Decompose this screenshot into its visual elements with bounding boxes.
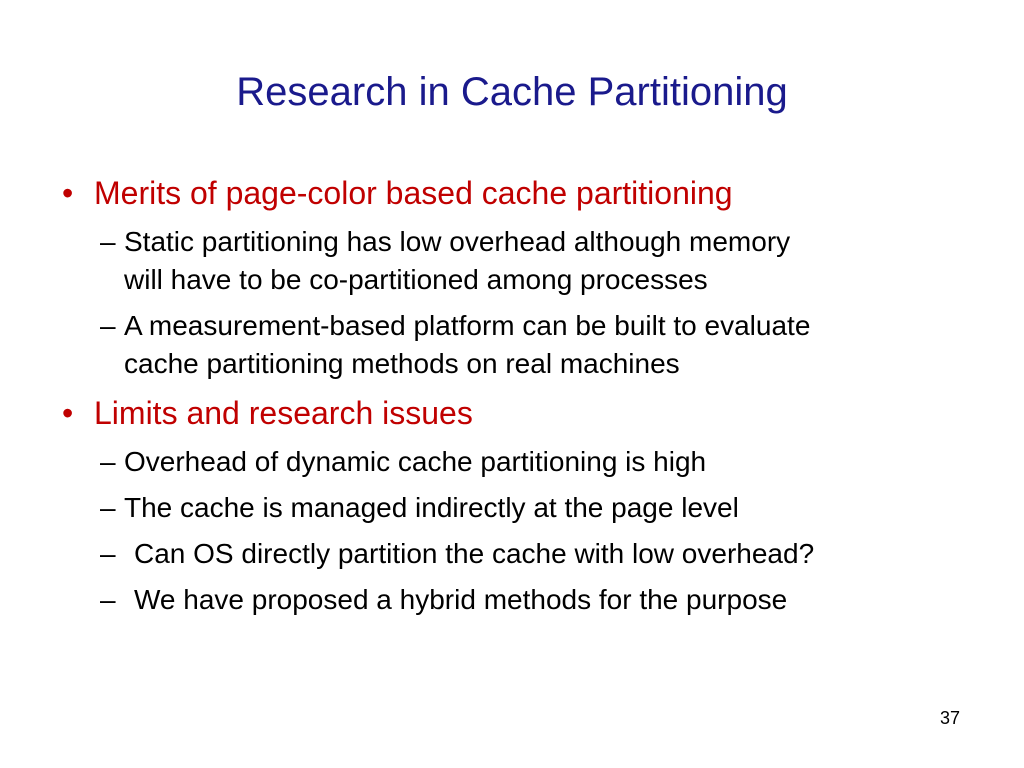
sub-bullet-item [62,535,982,573]
sub-bullet-text-continued: cache partitioning methods on real machines [124,348,680,379]
sub-bullet-text-continued: will have to be co-partitioned among processes [124,264,708,295]
bullet-item [62,391,982,435]
dash-icon: – [100,492,116,523]
sub-bullet-text: We have proposed a hybrid methods for the purpose [134,584,788,615]
sub-bullet-item [62,489,982,527]
page-number: 37 [939,708,960,728]
sub-bullet-text: A measurement-based platform can be built to evaluate [124,310,811,341]
sub-bullet-text: Static partitioning has low overhead although memory [124,226,791,257]
dash-icon: – [100,310,116,341]
sub-bullet-item [62,443,982,481]
dash-icon: – [100,226,116,257]
bullet-icon: • [62,395,74,431]
bullet-item [62,171,982,215]
bullet-text: Merits of page-color based cache partitioning [94,175,733,211]
bullet-text: Limits and research issues [94,395,473,431]
bullet-icon: • [62,175,74,211]
dash-icon: – [100,538,116,569]
sub-bullet-item [62,581,982,619]
sub-bullet-text: The cache is managed indirectly at the page level [124,492,739,523]
dash-icon: – [100,584,116,615]
sub-bullet-item [62,223,982,299]
slide-content [62,171,982,619]
sub-bullet-text: Can OS directly partition the cache with low overhead? [134,538,815,569]
sub-bullet-item [62,307,982,383]
slide-title: Research in Cache Partitioning [236,70,788,114]
dash-icon: – [100,446,116,477]
sub-bullet-text: Overhead of dynamic cache partitioning is high [124,446,707,477]
